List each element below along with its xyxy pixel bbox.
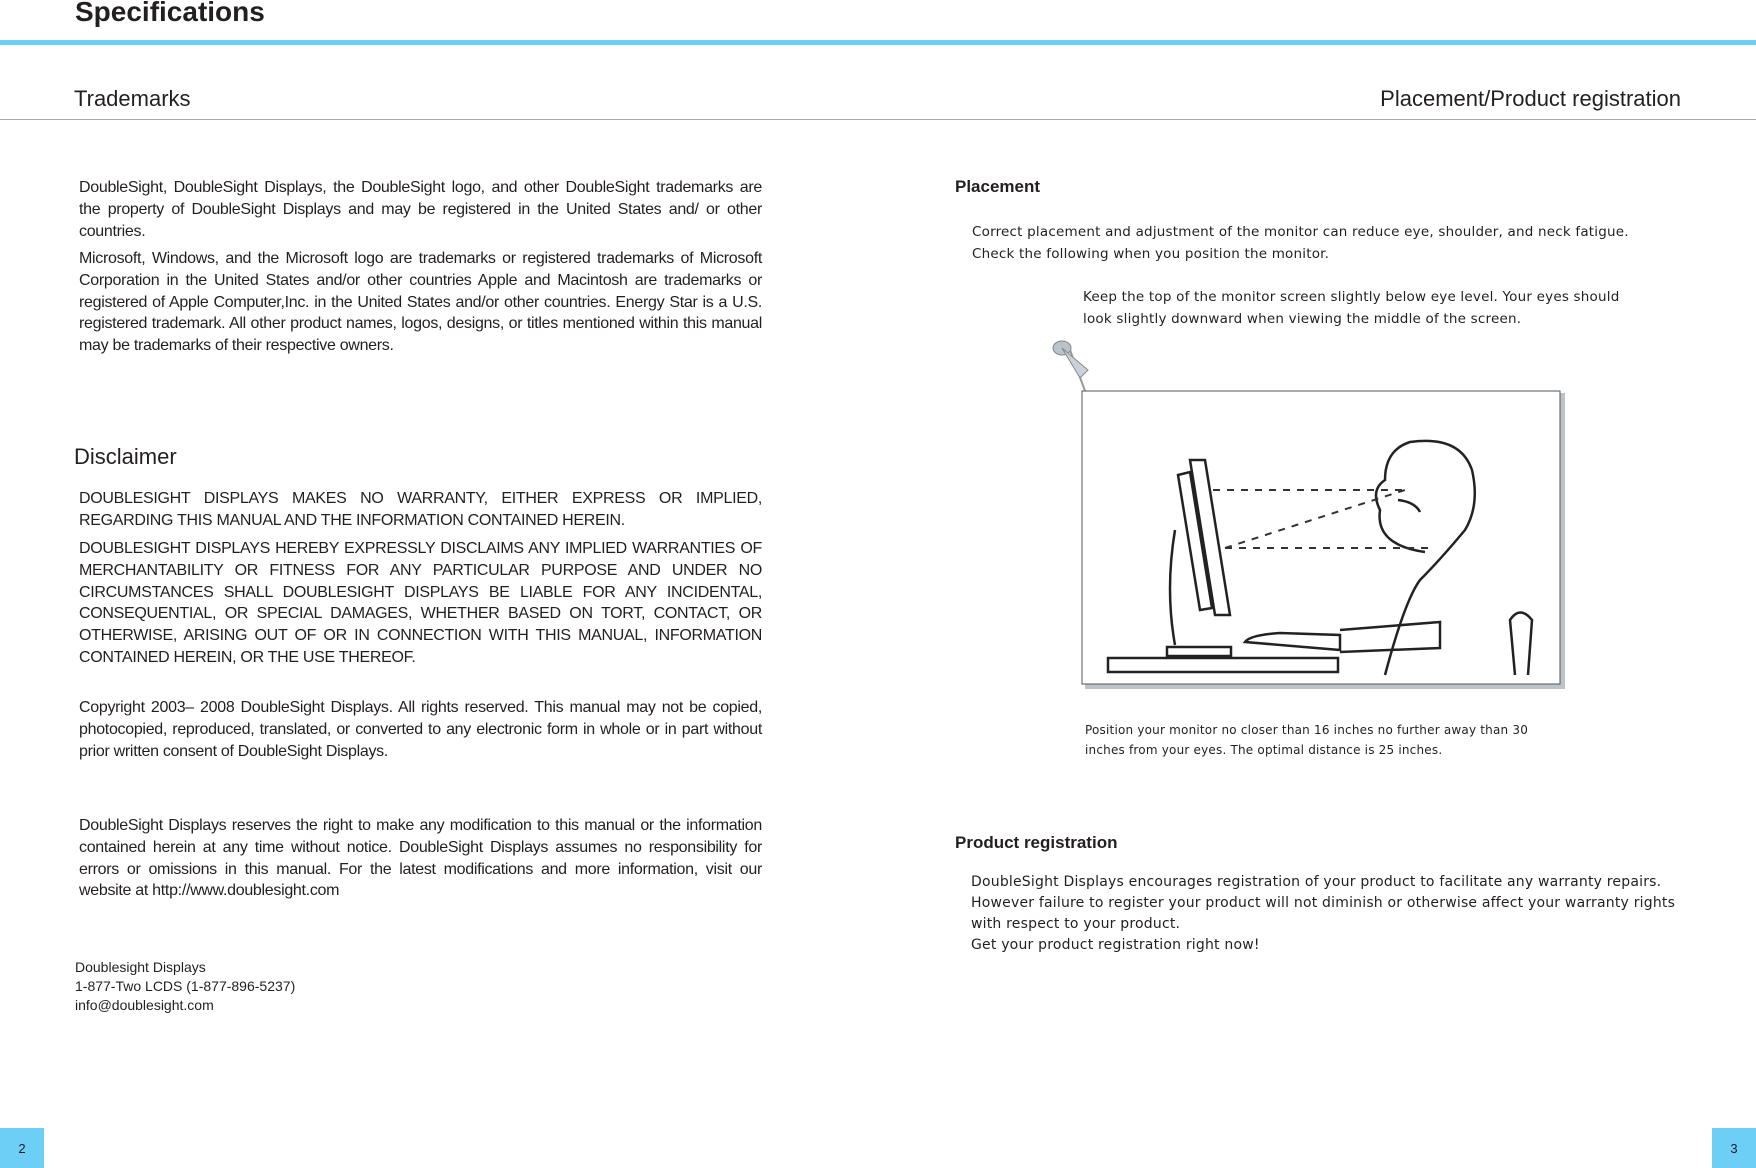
reserves-para: DoubleSight Displays reserves the right to make any modification to this manual or the information contained herein at any time without notice. DoubleSight Displays assumes no responsibility for errors or omissions in this manual. For the latest modifications and more information, visit our website at http://www.doublesight.com xyxy=(79,817,762,900)
distance-line: Position your monitor no closer than 16 inches no further away than 30 xyxy=(1085,723,1529,737)
monitor-posture-illustration xyxy=(1040,330,1570,692)
accent-bar xyxy=(0,40,1756,45)
eye-level-line: Keep the top of the monitor screen slightly below eye level. Your eyes should xyxy=(1083,289,1620,305)
distance-text xyxy=(1085,720,1528,760)
disclaimer-para-2: DOUBLESIGHT DISPLAYS HEREBY EXPRESSLY DISCLAIMS ANY IMPLIED WARRANTIES OF MERCHANTABILITY OR FITNESS FOR ANY PARTICULAR PURPOSE AND UNDER NO CIRCUMSTANCES SHALL DOUBLESIGHT DISPLAYS BE LIABLE FOR ANY INCIDENTAL, CONSEQUENTIAL, OR SPECIAL DAMAGES, WHETHER BASED ON TORT, CONTACT, OR OTHERWISE, ARISING OUT OF OR IN CONNECTION WITH THIS MANUAL, INFORMATION CONTAINED HEREIN, OR THE USE THEREOF. xyxy=(79,540,762,666)
eye-level-text xyxy=(1083,286,1619,330)
contact-phone: 1-877-Two LCDS (1-877-896-5237) xyxy=(75,978,296,994)
distance-line: inches from your eyes. The optimal distance is 25 inches. xyxy=(1085,743,1443,757)
eye-level-line: look slightly downward when viewing the middle of the screen. xyxy=(1083,311,1522,327)
contact-email[interactable]: info@doublesight.com xyxy=(75,997,214,1013)
registration-text xyxy=(971,872,1675,956)
contact-name: Doublesight Displays xyxy=(75,959,206,975)
registration-line: DoubleSight Displays encourages registration of your product to facilitate any warranty repairs. xyxy=(971,874,1662,890)
registration-line: Get your product registration right now! xyxy=(971,937,1260,953)
placement-intro-line: Correct placement and adjustment of the monitor can reduce eye, shoulder, and neck fatigue. xyxy=(972,224,1629,240)
registration-line: However failure to register your product will not diminish or otherwise affect your warranty rights xyxy=(971,895,1676,911)
placement-intro xyxy=(972,221,1629,265)
disclaimer-para-1: DOUBLESIGHT DISPLAYS MAKES NO WARRANTY, EITHER EXPRESS OR IMPLIED, REGARDING THIS MANUAL AND THE INFORMATION CONTAINED HEREIN. xyxy=(79,490,762,529)
page-title: Specifications xyxy=(75,0,265,27)
page-number-left: 2 xyxy=(0,1128,44,1168)
copyright-para: Copyright 2003– 2008 DoubleSight Displays. All rights reserved. This manual may not be copied, photocopied, reproduced, translated, or converted to any electronic form in whole or in part without prior written consent of DoubleSight Displays. xyxy=(79,699,762,760)
page-number-right: 3 xyxy=(1712,1128,1756,1168)
divider xyxy=(0,119,1756,120)
contact-block xyxy=(75,958,295,1015)
trademarks-para-1: DoubleSight, DoubleSight Displays, the DoubleSight logo, and other DoubleSight trademarks are the property of DoubleSight Displays and may be registered in the United States and/ or other countries. xyxy=(79,179,762,240)
placement-heading: Placement xyxy=(955,177,1041,196)
registration-line: with respect to your product. xyxy=(971,916,1181,932)
trademarks-para-2: Microsoft, Windows, and the Microsoft logo are trademarks or registered trademarks of Microsoft Corporation in the United States and/or other countries Apple and Macintosh are trademarks or registered of Apple Computer,Inc. in the United States and/or other countries. Energy Star is a U.S. registered trademark. All other product names, logos, designs, or titles mentioned within this manual may be trademarks of their respective owners. xyxy=(79,250,762,355)
section-placement-title: Placement/Product registration xyxy=(1380,86,1681,111)
registration-heading: Product registration xyxy=(955,833,1118,852)
placement-intro-line: Check the following when you position the monitor. xyxy=(972,246,1330,262)
disclaimer-heading: Disclaimer xyxy=(74,444,177,469)
section-trademarks-title: Trademarks xyxy=(74,86,191,111)
